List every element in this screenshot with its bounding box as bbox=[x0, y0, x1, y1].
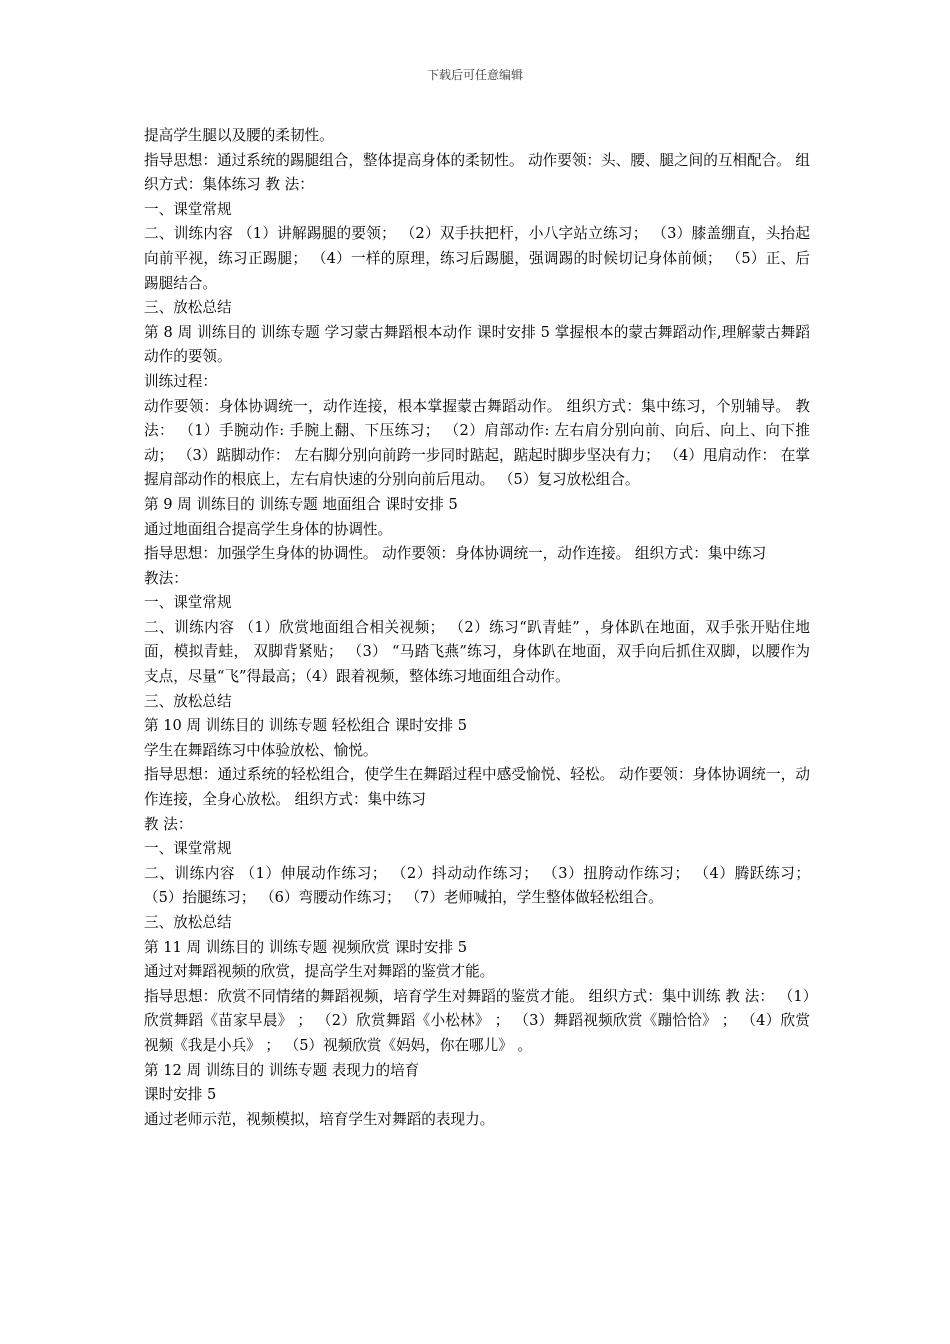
paragraph: 提高学生腿以及腰的柔韧性。 bbox=[144, 127, 334, 144]
paragraph: 指导思想：加强学生身体的协调性。 动作要领：身体协调统一，动作连接。 组织方式：集中练习 bbox=[144, 545, 767, 563]
paragraph: 通过老师示范，视频模拟，培育学生对舞蹈的表现力。 bbox=[144, 1110, 495, 1128]
paragraph: 通过对舞蹈视频的欣赏，提高学生对舞蹈的鉴赏才能。 bbox=[144, 963, 495, 981]
section-heading: 一、课堂常规 bbox=[144, 840, 232, 858]
week-heading: 第 9 周 训练目的 训练专题 地面组合 课时安排 5 bbox=[144, 495, 458, 513]
week-heading: 第 12 周 训练目的 训练专题 表现力的培育 bbox=[144, 1061, 420, 1079]
paragraph: 学生在舞蹈练习中体验放松、愉悦。 bbox=[144, 741, 378, 759]
paragraph: 通过地面组合提高学生身体的协调性。 bbox=[144, 520, 393, 538]
week-heading: 第 8 周 训练目的 训练专题 学习蒙古舞蹈根本动作 课时安排 5 掌握根本的蒙古舞蹈动作,理解蒙古舞蹈动作的要领。 bbox=[144, 323, 810, 366]
paragraph: 教 法： bbox=[144, 815, 193, 833]
section-heading: 一、课堂常规 bbox=[144, 594, 232, 612]
paragraph: 指导思想：通过系统的轻松组合，使学生在舞蹈过程中感受愉悦、轻松。 动作要领：身体协调统一，动作连接，全身心放松。 组织方式：集中练习 bbox=[144, 766, 810, 809]
week-heading: 第 10 周 训练目的 训练专题 轻松组合 课时安排 5 bbox=[144, 717, 468, 735]
paragraph: 训练过程： bbox=[144, 372, 217, 390]
paragraph: 课时安排 5 bbox=[144, 1086, 217, 1104]
section-heading: 三、放松总结 bbox=[144, 914, 232, 931]
section-heading: 三、放松总结 bbox=[144, 299, 232, 317]
paragraph: 指导思想：欣赏不同情绪的舞蹈视频，培育学生对舞蹈的鉴赏才能。 组织方式：集中训练 教 法： （1）欣赏舞蹈《苗家早晨》 ； （2）欣赏舞蹈《小松林》 ； （3）舞蹈视频欣赏《蹦恰恰》 ； （4）欣赏视频《我是小兵》 ； （5）视频欣赏《妈妈，你在哪儿》 。 bbox=[144, 987, 810, 1054]
page-header: 下载后可任意编辑 bbox=[426, 68, 523, 82]
week-heading: 第 11 周 训练目的 训练专题 视频欣赏 课时安排 5 bbox=[144, 938, 468, 956]
paragraph: 二、训练内容 （1）伸展动作练习； （2）抖动动作练习； （3）扭胯动作练习； （4）腾跃练习； （5）抬腿练习； （6）弯腰动作练习； （7）老师喊拍，学生整体做轻松组合。 bbox=[144, 864, 810, 907]
paragraph: 二、训练内容 （1）讲解踢腿的要领； （2）双手扶把杆，小八字站立练习； （3）膝盖绷直，头抬起向前平视，练习正踢腿； （4）一样的原理，练习后踢腿，强调踢的时候切记身体前倾； （5）正、后踢腿结合。 bbox=[144, 225, 810, 292]
paragraph: 教法： bbox=[144, 569, 188, 587]
document-body bbox=[144, 124, 810, 1132]
section-heading: 三、放松总结 bbox=[144, 692, 232, 710]
paragraph: 动作要领：身体协调统一，动作连接，根本掌握蒙古舞蹈动作。 组织方式：集中练习，个别辅导。 教法： （1）手腕动作: 手腕上翻、下压练习； （2）肩部动作: 左右肩分别向前、向后、向上、向下推动； （3）踮脚动作： 左右脚分别向前跨一步同时踮起，踮起时脚步坚决有力； （4）甩肩动作： 在掌握肩部动作的根底上，左右肩快速的分别向前后甩动。 （5）复习放松组合。 bbox=[144, 397, 810, 489]
paragraph: 二、训练内容 （1）欣赏地面组合相关视频； （2）练习“趴青蛙” ，身体趴在地面，双手张开贴住地面，模拟青蛙， 双脚背紧贴； （3） “马踏飞燕”练习，身体趴在地面，双手向后抓住双脚，以腰作为 支点，尽量“飞”得最高；（4）跟着视频，整体练习地面组合动作。 bbox=[144, 618, 810, 686]
section-heading: 一、课堂常规 bbox=[144, 200, 232, 218]
paragraph: 指导思想：通过系统的踢腿组合，整体提高身体的柔韧性。 动作要领：头、腰、腿之间的互相配合。 组织方式：集体练习 教 法： bbox=[144, 151, 811, 194]
